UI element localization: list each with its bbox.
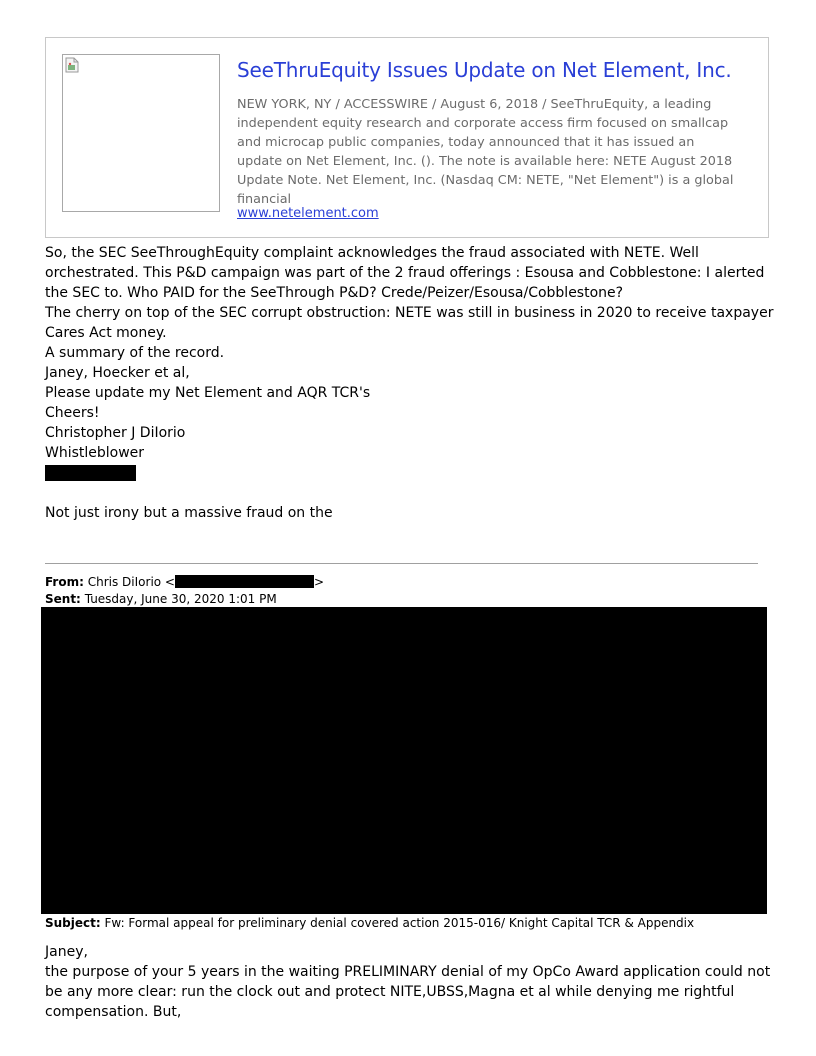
broken-image-icon — [65, 57, 79, 73]
signature-name: Christopher J DiIorio — [45, 425, 186, 441]
subject-label: Subject: — [45, 916, 101, 930]
redaction-block — [45, 465, 136, 481]
from-close: > — [314, 575, 325, 589]
redaction-block — [41, 607, 767, 914]
redaction-row — [45, 463, 775, 483]
sent-line — [45, 592, 277, 607]
body-paragraph: So, the SEC SeeThroughEquity complaint acknowledges the fraud associated with NETE. Well orchestrated. This P&D campaign was part of the 2 fraud offerings : Esousa and Cobblestone: I alerted the SEC to. Who PAID for the SeeThrough P&D? Crede/Peizer/Esousa/Cobblestone? — [45, 245, 765, 301]
preview-link[interactable]: www.netelement.com — [237, 206, 379, 221]
from-line — [45, 575, 324, 590]
preview-snippet: NEW YORK, NY / ACCESSWIRE / August 6, 2018 / SeeThruEquity, a leading independent equity research and corporate access firm focused on smallcap and microcap public companies, today announced that it has issued an update on Net Element, Inc. (). The note is available here: NETE August 2018 Update Note. Net Element, Inc. (Nasdaq CM: NETE, "Net Element") is a global financial — [237, 97, 734, 207]
preview-title[interactable]: SeeThruEquity Issues Update on Net Element, Inc. — [237, 58, 732, 82]
sent-label: Sent: — [45, 592, 81, 606]
body-line: Cheers! — [45, 405, 100, 421]
from-name: Chris DiIorio < — [87, 575, 175, 589]
redaction-block — [175, 575, 314, 588]
subject-value: Fw: Formal appeal for preliminary denial covered action 2015-016/ Knight Capital TCR & Appendix — [104, 916, 695, 930]
reply-text: the purpose of your 5 years in the waiting PRELIMINARY denial of my OpCo Award application could not be any more clear: run the clock out and protect NITE,UBSS,Magna et al while denying me rightful compensation. But, — [45, 964, 771, 1020]
body-line: A summary of the record. — [45, 345, 225, 361]
body-line: Janey, Hoecker et al, — [45, 365, 190, 381]
reply-body — [45, 942, 775, 1022]
link-preview-card[interactable] — [45, 37, 769, 238]
sent-value: Tuesday, June 30, 2020 1:01 PM — [84, 592, 277, 606]
email-body — [45, 243, 775, 523]
body-line: Please update my Net Element and AQR TCR's — [45, 385, 371, 401]
body-line: Not just irony but a massive fraud on the — [45, 505, 333, 521]
body-paragraph: The cherry on top of the SEC corrupt obstruction: NETE was still in business in 2020 to receive taxpayer Cares Act money. — [45, 305, 774, 341]
preview-thumbnail — [62, 54, 220, 212]
subject-line — [45, 916, 694, 931]
reply-greeting: Janey, — [45, 944, 88, 960]
signature-title: Whistleblower — [45, 445, 145, 461]
from-label: From: — [45, 575, 84, 589]
separator — [45, 563, 758, 564]
